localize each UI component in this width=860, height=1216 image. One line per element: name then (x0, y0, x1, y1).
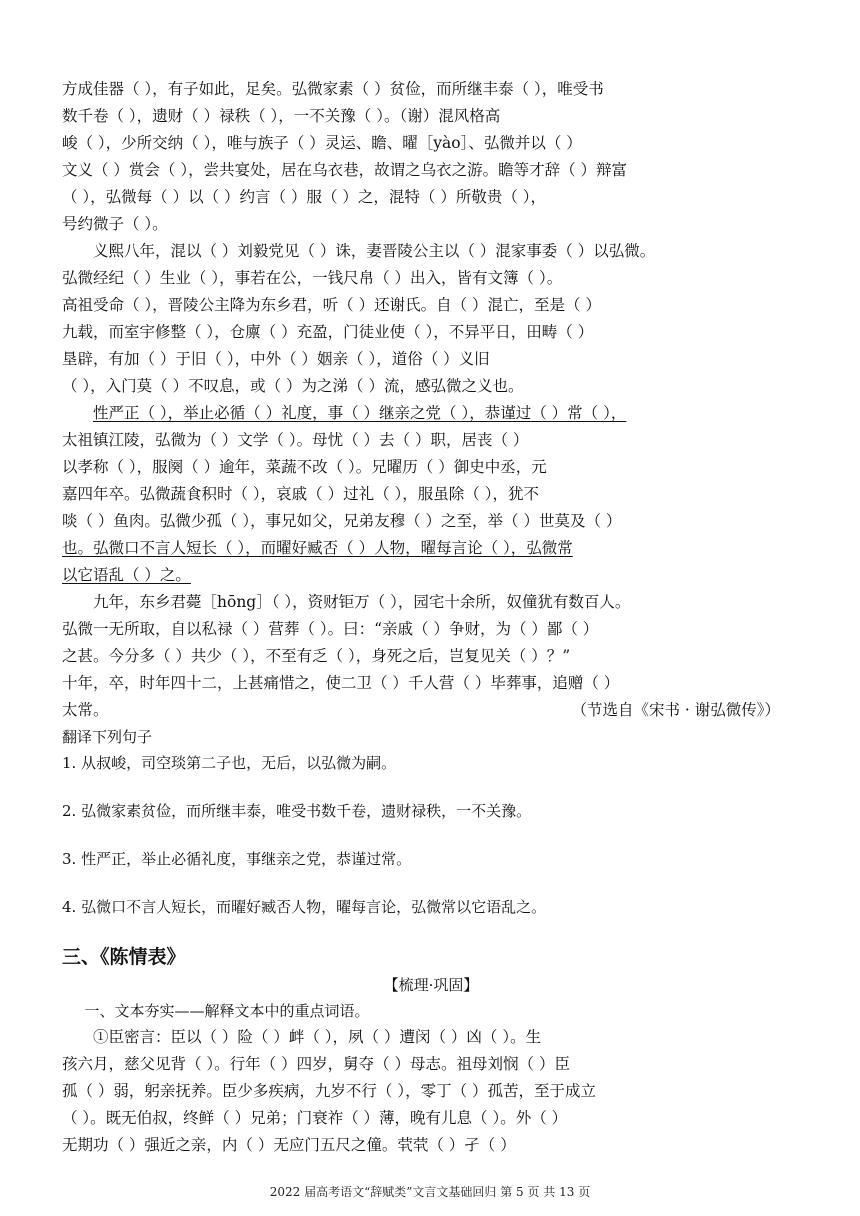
passage-line: 数千卷（ ），遗财（ ）禄秩（ ），一不关豫（ ）。（谢）混风格高 (62, 107, 501, 125)
passage-line: 方成佳器（ ），有子如此，足矣。弘微家素（ ）贫俭，而所继丰泰（ ），唯受书 (62, 80, 604, 98)
passage-line-text: 太常。 (62, 701, 109, 719)
question-2: 2. 弘微家素贫俭，而所继丰泰，唯受书数千卷，遗财禄秩，一不关豫。 (62, 802, 532, 820)
passage-line: 孩六月，慈父见背（ ）。行年（ ）四岁，舅夺（ ）母志。祖母刘悯（ ）臣 (62, 1055, 570, 1073)
passage-line: 义熙八年，混以（ ）刘毅党见（ ）诛，妻晋陵公主以（ ）混家事委（ ）以弘微。 (93, 242, 656, 260)
translate-title: 翻译下列句子 (62, 728, 153, 746)
source-citation: （节选自《宋书 · 谢弘微传》） (571, 701, 780, 719)
document-page (62, 76, 800, 1159)
passage-line: 以它语乱（ ）之。 (62, 566, 191, 584)
passage-line: 孤（ ）弱，躬亲抚养。臣少多疾病，九岁不行（ ），零丁（ ）孤苦，至于成立 (62, 1082, 597, 1100)
passage-paragraph-2 (62, 238, 800, 400)
passage-paragraph-4 (62, 589, 800, 724)
passage-line: 以孝称（ ），服阕（ ）逾年，菜蔬不改（ ）。兄曜历（ ）御史中丞，元 (62, 458, 547, 476)
question-3: 3. 性严正，举止必循礼度，事继亲之党，恭谨过常。 (62, 850, 412, 868)
passage-line: 峻（ ），少所交纳（ ），唯与族子（ ）灵运、瞻、曜［yào］、弘微并以（ ） (62, 134, 582, 152)
passage-line: 垦辟，有加（ ）于旧（ ），中外（ ）姻亲（ ），道俗（ ）义旧 (62, 350, 490, 368)
passage-line: 也。弘微口不言人短长（ ），而曜好臧否（ ）人物，曜每言论（ ），弘微常 (62, 539, 573, 557)
page-footer: 2022 届高考语文“辞赋类”文言文基础回归 第 5 页 共 13 页 (269, 1185, 591, 1199)
passage-paragraph-3 (62, 400, 800, 589)
passage-line: （ ）。既无伯叔，终鲜（ ）兄弟；门衰祚（ ）薄，晚有儿息（ ）。外（ ） (62, 1109, 568, 1127)
passage-line: （ ），弘微每（ ）以（ ）约言（ ）服（ ）之，混特（ ）所敬贵（ ）， (62, 188, 546, 206)
passage-line: 高祖受命（ ），晋陵公主降为东乡君，听（ ）还谢氏。自（ ）混亡，至是（ ） (62, 296, 601, 314)
passage-line (62, 697, 800, 724)
passage-line: 啖（ ）鱼肉。弘微少孤（ ），事兄如父，兄弟友穆（ ）之至，举（ ）世莫及（ ） (62, 512, 622, 530)
chenqingbiao-paragraph (62, 1024, 800, 1159)
passage-line: ①臣密言：臣以（ ）险（ ）衅（ ），夙（ ）遭闵（ ）凶（ ）。生 (93, 1028, 542, 1046)
passage-line: 性严正（ ），举止必循（ ）礼度，事（ ）继亲之党（ ），恭谨过（ ）常（ ）， (93, 404, 627, 422)
passage-line: 九年，东乡君薨［hōng］（ ），资财钜万（ ），园宅十余所，奴僮犹有数百人。 (93, 593, 631, 611)
passage-line: 弘微经纪（ ）生业（ ），事若在公，一钱尺帛（ ）出入，皆有文簿（ ）。 (62, 269, 563, 287)
passage-line: （ ），入门莫（ ）不叹息，或（ ）为之涕（ ）流，感弘微之义也。 (62, 377, 524, 395)
question-4: 4. 弘微口不言人短长，而曜好臧否人物，曜每言论，弘微常以它语乱之。 (62, 898, 547, 916)
passage-line: 十年，卒，时年四十二，上甚痛惜之，使二卫（ ）千人营（ ）毕葬事，追赠（ ） (62, 674, 620, 692)
subsection-title: 【梳理·巩固】 (383, 976, 479, 994)
passage-line: 弘微一无所取，自以私禄（ ）营葬（ ）。曰：“亲戚（ ）争财，为（ ）鄙（ ） (62, 620, 599, 638)
passage-paragraph-1 (62, 76, 800, 238)
task-heading: 一、文本夯实——解释文本中的重点词语。 (84, 1002, 370, 1020)
question-1: 1. 从叔峻，司空琰第二子也，无后，以弘微为嗣。 (62, 754, 397, 772)
passage-line: 嘉四年卒。弘微蔬食积时（ ），哀戚（ ）过礼（ ），服虽除（ ），犹不 (62, 485, 539, 503)
passage-line: 太祖镇江陵，弘微为（ ）文学（ ）。母忧（ ）去（ ）职，居丧（ ） (62, 431, 529, 449)
passage-line: 九载，而室宇修整（ ），仓廪（ ）充盈，门徒业使（ ），不异平日，田畴（ ） (62, 323, 594, 341)
passage-line: 之甚。今分多（ ）共少（ ），不至有乏（ ），身死之后，岂复见关（ ）？” (62, 647, 571, 665)
passage-line: 号约微子（ ）。 (62, 215, 168, 233)
passage-line: 文义（ ）赏会（ ），尝共宴处，居在乌衣巷，故谓之乌衣之游。瞻等才辞（ ）辩富 (62, 161, 628, 179)
passage-line: 无期功（ ）强近之亲，内（ ）无应门五尺之僮。茕茕（ ）孑（ ） (62, 1136, 516, 1154)
section-title: 三、《陈情表》 (62, 946, 186, 968)
